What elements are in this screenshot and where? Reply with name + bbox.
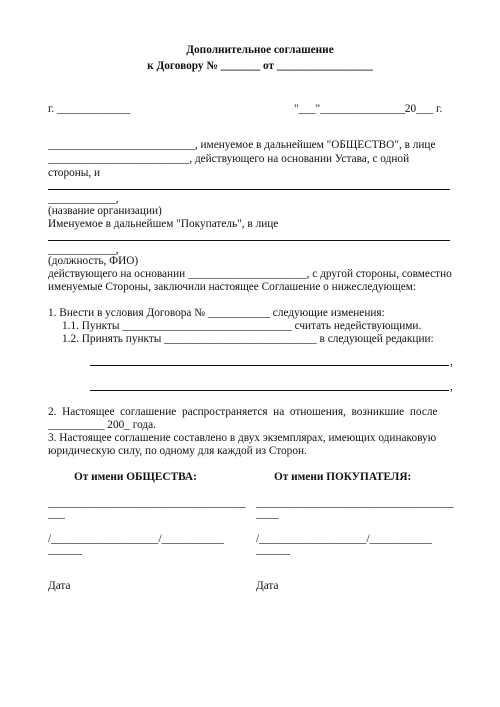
contract-reference: к Договору № _______ от _________________: [147, 60, 373, 72]
society-signature-line: ___________________________________: [48, 497, 246, 509]
clause-3-line-1: 3. Настоящее соглашение составлено в двух экземплярах, имеющих одинаковую: [48, 432, 437, 444]
party-connector: стороны, и: [48, 167, 101, 179]
clause-2-line-2: __________ 200_ года.: [48, 419, 156, 431]
buyer-signature-name-cont: ______: [256, 544, 290, 556]
buyer-organization-blank: ____________,: [48, 193, 119, 205]
buyer-organization-line: [48, 189, 450, 190]
date-field: "___"_______________20___ г.: [294, 103, 443, 115]
basis-line: действующего на основании _____________________, с другой стороны, совместно: [48, 268, 452, 280]
buyer-signature-line: ___________________________________: [256, 497, 454, 509]
new-wording-line-2: [90, 390, 449, 391]
new-wording-line-1: [90, 365, 449, 366]
clause-2-line-1: 2. Настоящее соглашение распространяется на отношения, возникшие после: [48, 406, 438, 418]
position-name-note: (должность, ФИО): [48, 255, 139, 267]
agreement-statement: именуемые Стороны, заключили настоящее Соглашение о нижеследующем:: [48, 281, 417, 293]
new-wording-comma-1: ,: [450, 356, 453, 368]
society-signature-line-cont: ___: [48, 508, 65, 520]
city-field: г. _____________: [48, 103, 131, 115]
organization-name-note: (название организации): [48, 205, 162, 217]
clause-3-line-2: юридическую силу, по одному для каждой из Сторон.: [48, 445, 307, 457]
clause-1-1: 1.1. Пункты ______________________________ считать недействующими.: [62, 320, 422, 332]
society-signature-name: /___________________/___________: [48, 533, 224, 545]
buyer-signature-line-cont: ____: [256, 508, 279, 520]
society-signature-name-cont: ______: [48, 544, 82, 556]
buyer-date-label: Дата: [256, 580, 279, 592]
buyer-representative-line: [48, 240, 450, 241]
clause-1: 1. Внести в условия Договора № ___________ следующие изменения:: [48, 307, 385, 319]
buyer-representative-blank: ____________,: [48, 244, 119, 256]
buyer-signature-name: /___________________/___________: [256, 533, 432, 545]
society-signature-heading: От имени ОБЩЕСТВА:: [74, 471, 197, 483]
new-wording-comma-2: ,: [450, 381, 453, 393]
clause-1-2: 1.2. Принять пункты ___________________________ в следующей редакции:: [62, 333, 434, 345]
society-representative-line: _________________________, действующего на основании Устава, с одной: [48, 153, 410, 165]
society-date-label: Дата: [48, 580, 71, 592]
document-title: Дополнительное соглашение: [186, 44, 334, 56]
buyer-intro: Именуемое в дальнейшем "Покупатель", в лице: [48, 218, 279, 230]
buyer-signature-heading: От имени ПОКУПАТЕЛЯ:: [274, 471, 412, 483]
society-party-line: __________________________, именуемое в дальнейшем "ОБЩЕСТВО", в лице: [48, 139, 436, 151]
